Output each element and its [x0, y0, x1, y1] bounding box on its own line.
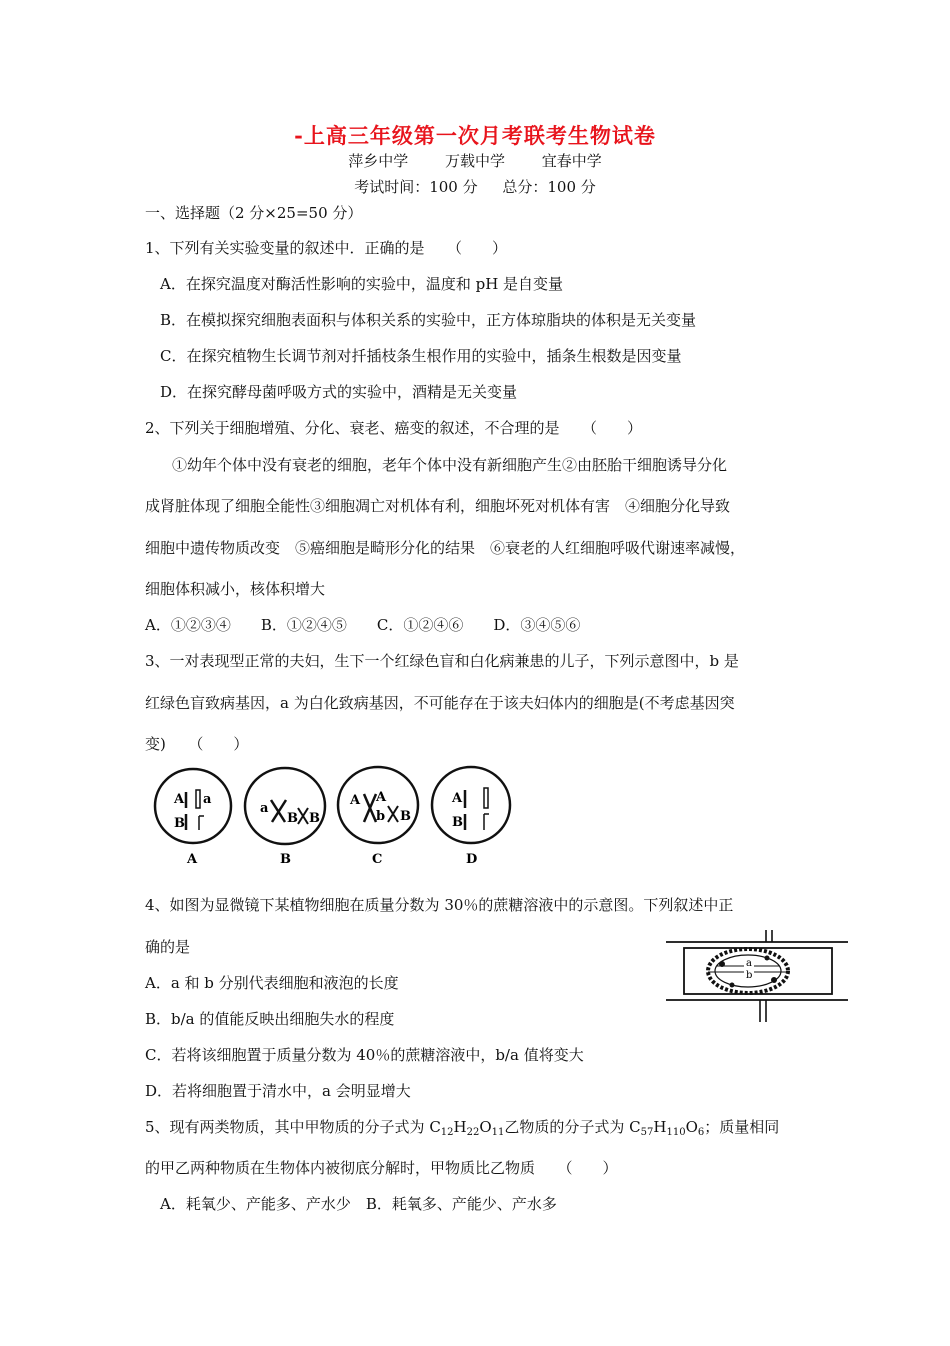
question-5-text: [145, 1116, 779, 1138]
gene-label: A: [174, 792, 185, 807]
school-name: 万载中学: [444, 152, 505, 170]
question-2-text: 成肾脏体现了细胞全能性③细胞凋亡对机体有利，细胞坏死对机体有害 ④细胞分化导致: [145, 497, 731, 515]
gene-label: A: [452, 791, 463, 806]
question-3-text: 红绿色盲致病基因，a 为白化致病基因，不可能存在于该夫妇体内的细胞是(不考虑基因突: [145, 694, 735, 712]
text-segment: H: [653, 1118, 667, 1136]
gene-label: A: [376, 790, 387, 805]
question-2-text: ①幼年个体中没有衰老的细胞，老年个体中没有新细胞产生②由胚胎干细胞诱导分化: [172, 456, 728, 474]
plant-cell-figure: [662, 930, 852, 1026]
question-2-text: 细胞中遗传物质改变 ⑤癌细胞是畸形分化的结果 ⑥衰老的人红细胞呼吸代谢速率减慢，: [145, 539, 746, 557]
cell-letter: D: [466, 852, 478, 867]
subscript: 12: [440, 1127, 454, 1138]
cell-c: [338, 767, 418, 867]
question-5-text: 的甲乙两种物质在生物体内被彻底分解时，甲物质比乙物质 （ ）: [145, 1159, 618, 1177]
figure-label-a: a: [746, 958, 752, 969]
exam-title: -上高三年级第一次月考联考生物试卷: [294, 123, 656, 148]
subscript: 110: [666, 1127, 686, 1138]
question-5-options: A．耗氧少、产能多、产水少 B．耗氧多、产能少、产水多: [160, 1195, 557, 1213]
school-name: 宜春中学: [541, 152, 602, 170]
subscript: 57: [640, 1127, 654, 1138]
question-3-text: 变) （ ）: [145, 735, 249, 753]
cell-letter: C: [372, 852, 383, 867]
cell-a: [155, 769, 231, 867]
question-4-text: 确的是: [145, 938, 191, 956]
cell-letter: B: [280, 852, 291, 867]
gene-label: B: [309, 811, 320, 826]
question-1-option-c: C．在探究植物生长调节剂对扦插枝条生根作用的实验中，插条生根数是因变量: [160, 347, 682, 365]
text-segment: O: [685, 1118, 698, 1136]
gene-label: B: [400, 809, 411, 824]
question-3-text: 3、一对表现型正常的夫妇，生下一个红绿色盲和白化病兼患的儿子，下列示意图中，b 是: [145, 652, 739, 670]
school-list: [0, 150, 950, 171]
question-2-options: A．①②③④ B．①②④⑤ C．①②④⑥ D．③④⑤⑥: [145, 616, 581, 634]
subscript: 11: [491, 1127, 505, 1138]
gene-label: B: [174, 816, 185, 831]
gene-label: B: [287, 811, 298, 826]
question-4-text: 4、如图为显微镜下某植物细胞在质量分数为 30％的蔗糖溶液中的示意图。下列叙述中正: [145, 896, 734, 914]
question-1-option-d: D．在探究酵母菌呼吸方式的实验中，酒精是无关变量: [160, 383, 518, 401]
school-name: 萍乡中学: [348, 152, 409, 170]
subscript: 6: [697, 1127, 705, 1138]
cell-b: [245, 768, 325, 867]
cell-diagram-figure: [150, 764, 530, 870]
question-1-option-a: A．在探究温度对酶活性影响的实验中，温度和 pH 是自变量: [160, 275, 564, 293]
gene-label: a: [203, 792, 212, 807]
question-1-option-b: B．在模拟探究细胞表面积与体积关系的实验中，正方体琼脂块的体积是无关变量: [160, 311, 697, 329]
question-4-option-c: C．若将该细胞置于质量分数为 40％的蔗糖溶液中，b/a 值将变大: [145, 1046, 584, 1064]
section-heading: 一、选择题（2 分×25=50 分）: [145, 204, 363, 222]
cell-letter: A: [187, 852, 198, 867]
question-4-option-a: A．a 和 b 分别代表细胞和液泡的长度: [145, 974, 399, 992]
gene-label: a: [260, 801, 269, 816]
question-2-stem: 2、下列关于细胞增殖、分化、衰老、癌变的叙述，不合理的是 （ ）: [145, 419, 643, 437]
exam-time: 考试时间：100 分: [354, 178, 478, 196]
text-segment: 5、现有两类物质，其中甲物质的分子式为 C: [145, 1118, 441, 1136]
text-segment: H: [453, 1118, 467, 1136]
text-segment: O: [479, 1118, 492, 1136]
question-4-option-d: D．若将细胞置于清水中，a 会明显增大: [145, 1082, 411, 1100]
question-4-option-b: B．b/a 的值能反映出细胞失水的程度: [145, 1010, 395, 1028]
gene-label: b: [376, 809, 386, 824]
text-segment: 乙物质的分子式为 C: [504, 1118, 641, 1136]
total-score: 总分：100 分: [502, 178, 596, 196]
question-2-text: 细胞体积减小，核体积增大: [145, 580, 326, 598]
exam-info: [0, 176, 950, 197]
question-1-stem: 1、下列有关实验变量的叙述中．正确的是 （ ）: [145, 239, 508, 257]
cell-d: [432, 767, 510, 867]
gene-label: B: [452, 815, 463, 830]
subscript: 22: [466, 1127, 480, 1138]
figure-label-b: b: [746, 970, 753, 981]
text-segment: ；质量相同: [704, 1118, 780, 1136]
gene-label: A: [350, 793, 361, 808]
